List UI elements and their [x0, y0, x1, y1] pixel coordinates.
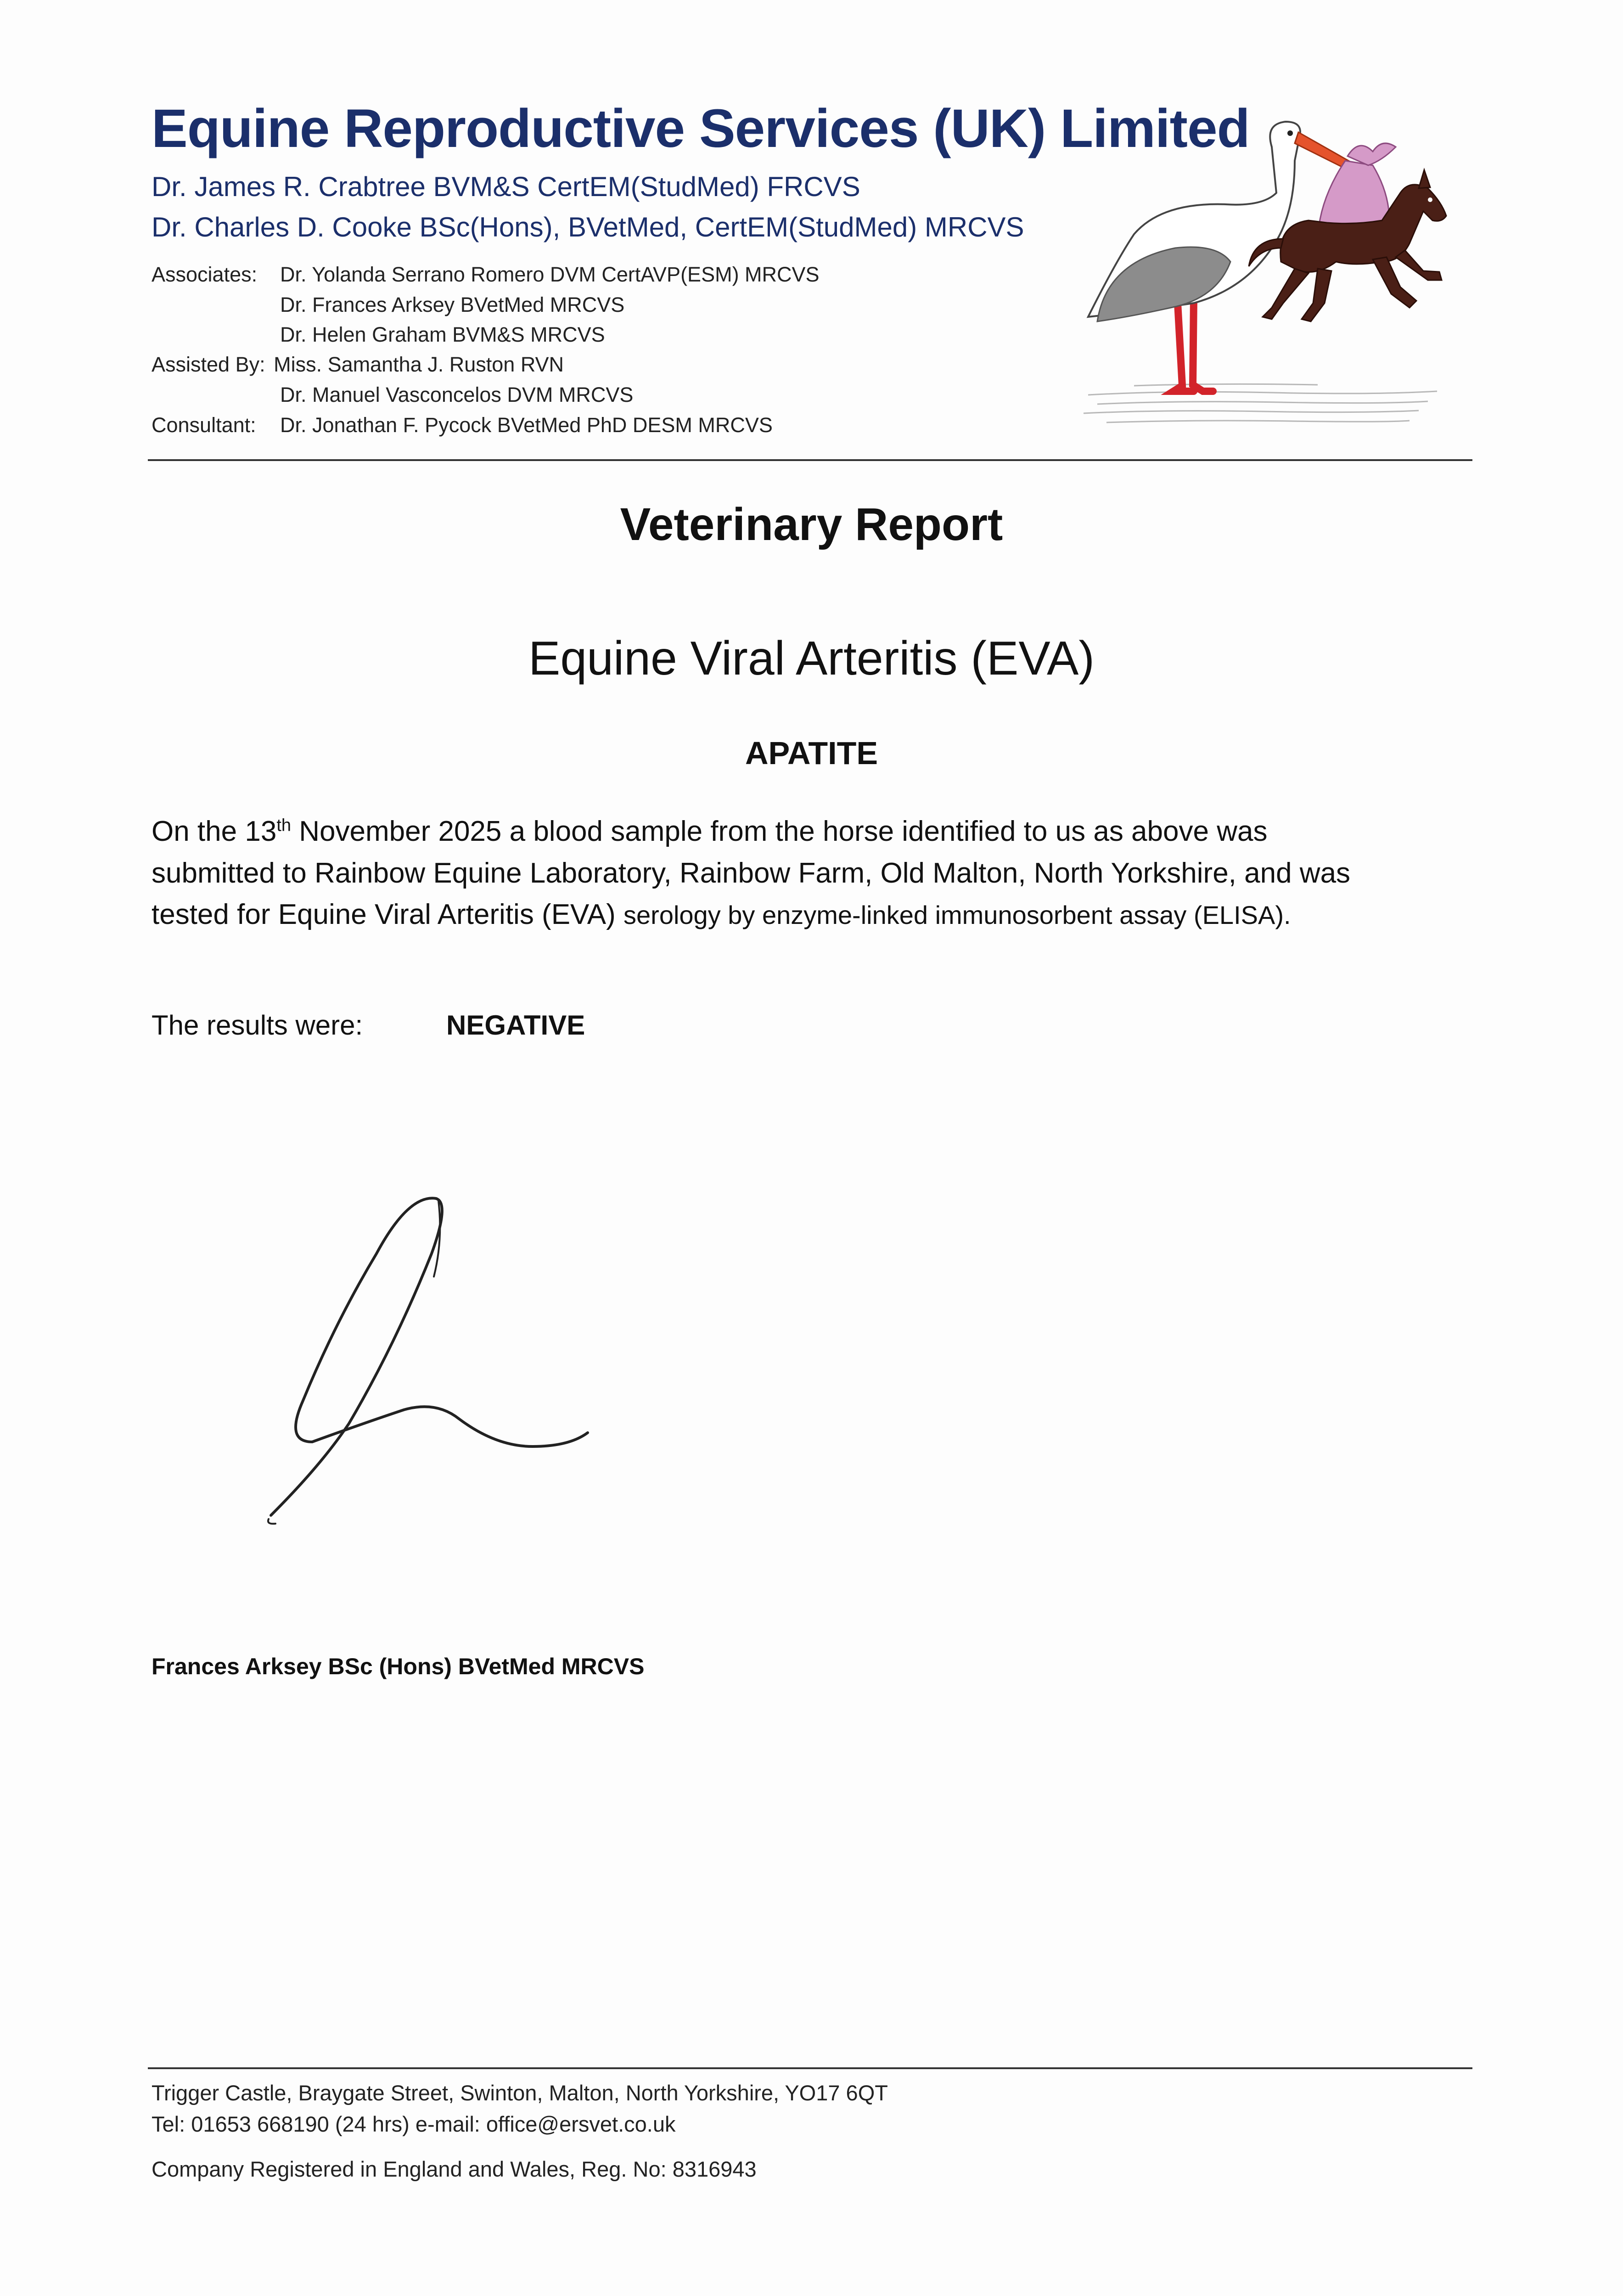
staff-row	[152, 383, 634, 409]
staff-name: Dr. Frances Arksey BVetMed MRCVS	[280, 293, 625, 316]
stork-legs-icon	[1174, 298, 1213, 391]
staff-name: Miss. Samantha J. Ruston RVN	[274, 353, 564, 376]
handwritten-signature	[257, 1185, 707, 1534]
staff-name: Dr. Jonathan F. Pycock BVetMed PhD DESM MRCVS	[280, 413, 773, 437]
staff-row	[152, 323, 605, 349]
staff-name: Dr. Helen Graham BVM&S MRCVS	[280, 323, 605, 346]
report-title: Veterinary Report	[620, 499, 1003, 550]
test-title: Equine Viral Arteritis (EVA)	[528, 632, 1095, 685]
footer-address: Trigger Castle, Braygate Street, Swinton, Malton, North Yorkshire, YO17 6QT	[152, 2081, 888, 2105]
staff-row	[152, 353, 564, 378]
report-paragraph-line-2: submitted to Rainbow Equine Laboratory, Rainbow Farm, Old Malton, North Yorkshire, and was	[152, 857, 1351, 889]
staff-row	[152, 293, 625, 319]
horse-name: APATITE	[745, 735, 878, 771]
paragraph-text: On the 13	[152, 816, 277, 847]
signatory-name: Frances Arksey BSc (Hons) BVetMed MRCVS	[152, 1654, 645, 1679]
paragraph-text: November 2025 a blood sample from the horse identified to us as above was	[291, 816, 1268, 847]
paragraph-text: tested for Equine Viral Arteritis (EVA)	[152, 899, 624, 930]
report-paragraph-line-3	[152, 898, 1474, 931]
footer-contact: Tel: 01653 668190 (24 hrs) e-mail: office@ersvet.co.uk	[152, 2112, 676, 2136]
staff-row	[152, 263, 820, 288]
staff-name: Dr. Yolanda Serrano Romero DVM CertAVP(ESM) MRCVS	[280, 263, 820, 286]
staff-role-label: Associates:	[152, 263, 258, 286]
staff-role-label: Assisted By:	[152, 353, 265, 376]
staff-name: Dr. Manuel Vasconcelos DVM MRCVS	[280, 383, 634, 406]
ordinal-suffix: th	[276, 816, 292, 835]
staff-row	[152, 413, 773, 439]
stork-wing-icon	[1097, 247, 1230, 321]
paragraph-text: serology by enzyme-linked immunosorbent assay (ELISA).	[623, 900, 1291, 929]
ground-lines-icon	[1084, 384, 1437, 422]
stork-eye-icon	[1287, 130, 1293, 136]
footer-registration: Company Registered in England and Wales, Reg. No: 8316943	[152, 2157, 757, 2181]
foal-eye-icon	[1428, 197, 1432, 202]
results-value: NEGATIVE	[446, 1010, 585, 1041]
staff-role-label: Consultant:	[152, 413, 256, 437]
header-divider	[148, 459, 1472, 461]
footer-divider	[148, 2067, 1472, 2069]
stork-carrying-foal-logo	[1079, 110, 1474, 441]
report-paragraph-line-1	[152, 815, 1474, 848]
principal-vet-1: Dr. James R. Crabtree BVM&S CertEM(StudMed) FRCVS	[152, 171, 860, 202]
results-label: The results were:	[152, 1010, 363, 1041]
principal-vet-2: Dr. Charles D. Cooke BSc(Hons), BVetMed, CertEM(StudMed) MRCVS	[152, 212, 1024, 242]
company-name: Equine Reproductive Services (UK) Limited	[152, 98, 1250, 159]
